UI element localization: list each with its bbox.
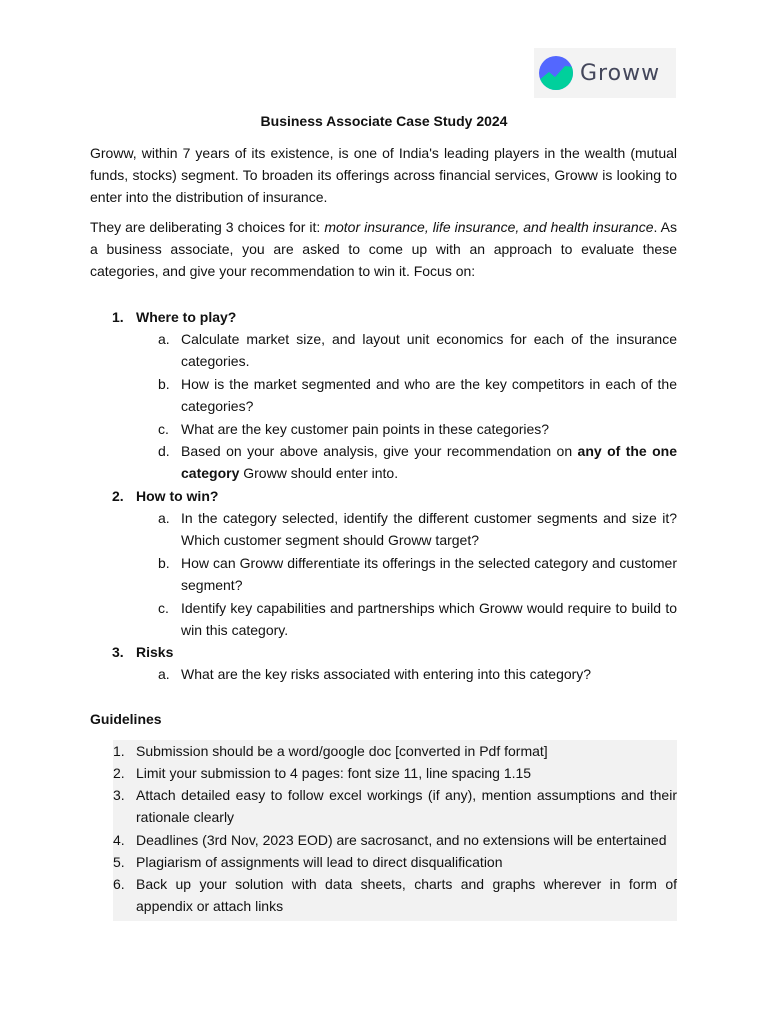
list-item <box>158 597 677 641</box>
guideline-item <box>113 851 677 873</box>
guideline-text: Attach detailed easy to follow excel workings (if any), mention assumptions and their rationale clearly <box>136 787 677 825</box>
item-letter: a. <box>158 510 170 526</box>
groww-logo <box>534 48 676 98</box>
document-title: Business Associate Case Study 2024 <box>260 113 508 129</box>
item-letter: b. <box>158 555 170 571</box>
insurance-choices: motor insurance, life insurance, and health insurance <box>324 219 654 235</box>
guideline-number: 5. <box>113 854 125 870</box>
guideline-text: Deadlines (3rd Nov, 2023 EOD) are sacrosanct, and no extensions will be entertained <box>136 832 667 848</box>
item-text: What are the key customer pain points in these categories? <box>181 421 550 437</box>
item-text: In the category selected, identify the different customer segments and size it? Which customer segment should Groww target? <box>181 510 677 548</box>
list-item <box>158 418 677 440</box>
intro-p2-text: They are deliberating 3 choices for it: <box>90 219 325 235</box>
intro-paragraph-1: Groww, within 7 years of its existence, is one of India's leading players in the wealth (mutual funds, stocks) segment. To broaden its offerings across financial services, Groww is looking to enter into the distribution of insurance. <box>90 145 677 205</box>
guideline-item <box>113 784 677 828</box>
item-text: Calculate market size, and layout unit economics for each of the insurance categories. <box>181 331 677 369</box>
guideline-text: Limit your submission to 4 pages: font size 11, line spacing 1.15 <box>136 765 532 781</box>
item-text-end: Groww should enter into. <box>239 465 399 481</box>
guideline-item <box>113 829 677 851</box>
guideline-number: 4. <box>113 832 125 848</box>
section-number: 2. <box>112 488 124 504</box>
groww-logo-icon <box>538 55 574 91</box>
guideline-item <box>113 762 677 784</box>
item-letter: b. <box>158 376 170 392</box>
guideline-text: Back up your solution with data sheets, charts and graphs wherever in form of appendix or attach links <box>136 876 677 914</box>
guideline-number: 1. <box>113 743 125 759</box>
item-text: Identify key capabilities and partnerships which Groww would require to build to win this category. <box>181 600 677 638</box>
guideline-number: 2. <box>113 765 125 781</box>
guidelines-heading: Guidelines <box>90 711 162 727</box>
item-text: What are the key risks associated with entering into this category? <box>181 666 592 682</box>
section-heading: Risks <box>136 644 174 660</box>
section-number: 3. <box>112 644 124 660</box>
item-text: How can Groww differentiate its offerings in the selected category and customer segment? <box>181 555 677 593</box>
guideline-item <box>113 873 677 917</box>
item-text: Based on your above analysis, give your recommendation on <box>181 443 578 459</box>
list-item <box>158 440 677 484</box>
guideline-number: 6. <box>113 876 125 892</box>
item-text: How is the market segmented and who are the key competitors in each of the categories? <box>181 376 677 414</box>
list-item <box>158 373 677 417</box>
intro-paragraph-2 <box>90 216 677 282</box>
item-letter: a. <box>158 666 170 682</box>
guideline-item <box>113 740 677 762</box>
list-item <box>158 507 677 551</box>
item-letter: c. <box>158 421 169 437</box>
item-letter: c. <box>158 600 169 616</box>
list-item <box>158 663 677 685</box>
item-letter: d. <box>158 443 170 459</box>
item-bold-text: any of the one category <box>181 443 677 481</box>
list-item <box>158 328 677 372</box>
section-number: 1. <box>112 309 124 325</box>
section-heading: How to win? <box>136 488 219 504</box>
guideline-text: Submission should be a word/google doc [converted in Pdf format] <box>136 743 548 759</box>
guideline-number: 3. <box>113 787 125 803</box>
intro-p2-text-end: . As a business associate, you are asked to come up with an approach to evaluate these categories, and give your recommendation to win it. Focus on: <box>90 219 677 279</box>
list-item <box>158 552 677 596</box>
logo-wordmark: Groww <box>580 60 661 86</box>
section-heading: Where to play? <box>136 309 237 325</box>
guideline-text: Plagiarism of assignments will lead to direct disqualification <box>136 854 503 870</box>
item-letter: a. <box>158 331 170 347</box>
